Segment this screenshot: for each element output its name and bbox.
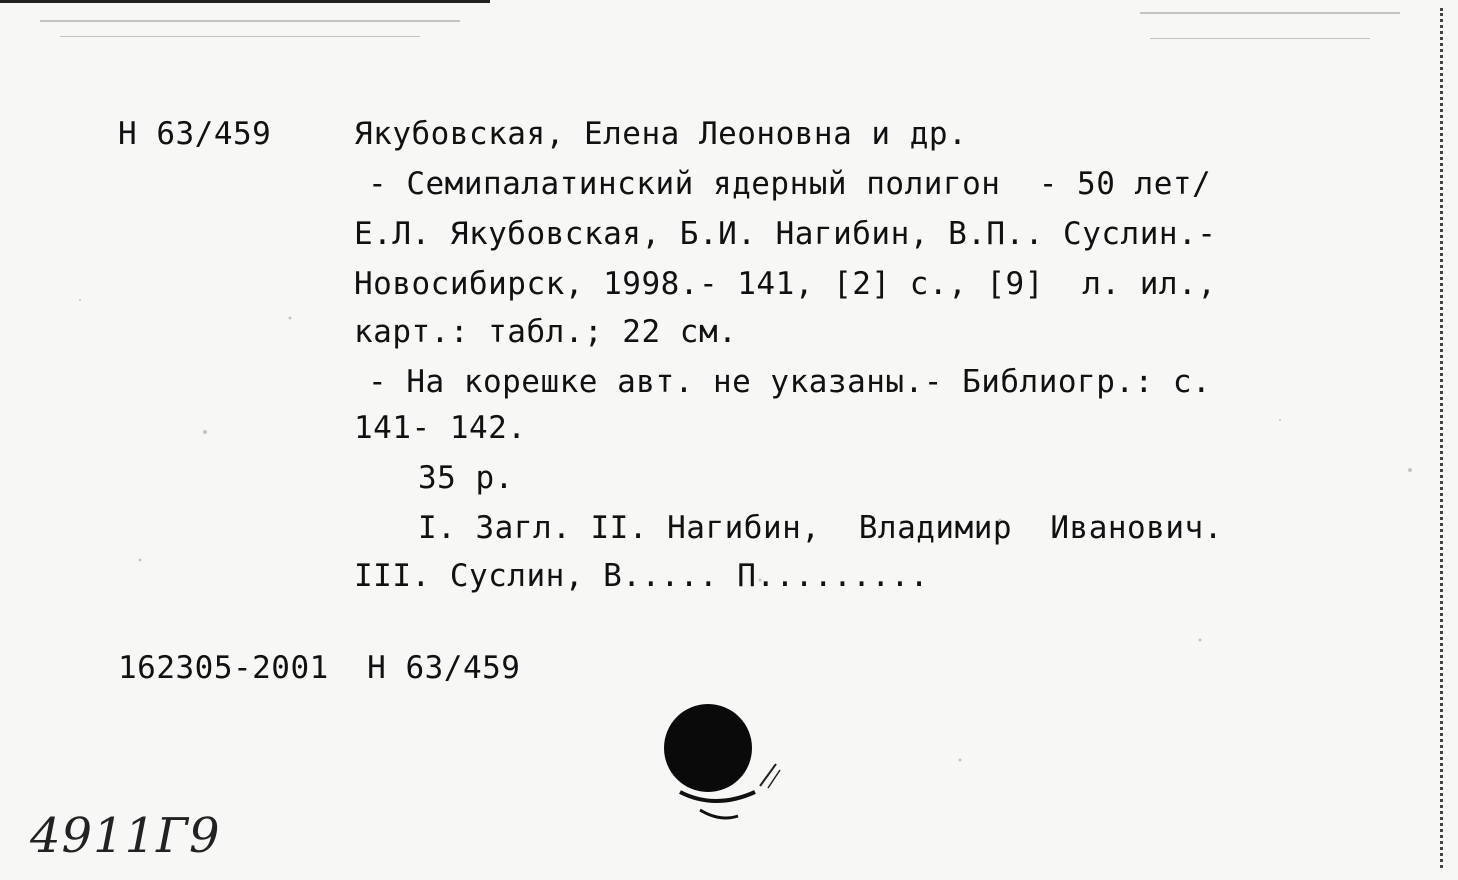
note-line: - На корешке авт. не указаны.- Библиогр.: с. <box>368 364 1212 400</box>
price-line: 35 р. <box>418 460 514 496</box>
shelf-mark: Н 63/459 <box>118 116 272 152</box>
physical-line: карт.: табл.; 22 см. <box>354 314 738 350</box>
responsibility-line: Е.Л. Якубовская, Б.И. Нагибин, В.П.. Суслин.- <box>354 216 1217 252</box>
tracings-line: I. Загл. II. Нагибин, Владимир Иванович. <box>418 510 1223 546</box>
handwritten-number: 4911Г9 <box>30 808 221 864</box>
publication-line: Новосибирск, 1998.- 141, [2] с., [9] л. ил., <box>354 266 1217 302</box>
perforated-edge <box>1440 8 1447 868</box>
title-line: - Семипалатинский ядерный полигон - 50 лет/ <box>368 166 1212 202</box>
author-line: Якубовская, Елена Леоновна и др. <box>354 116 968 152</box>
note-pages-line: 141- 142. <box>354 410 527 446</box>
punched-hole-mark <box>660 700 790 830</box>
inventory-number: 162305-2001 Н 63/459 <box>118 650 521 686</box>
tracings-line-2: III. Суслин, В..... П......... <box>354 558 929 594</box>
